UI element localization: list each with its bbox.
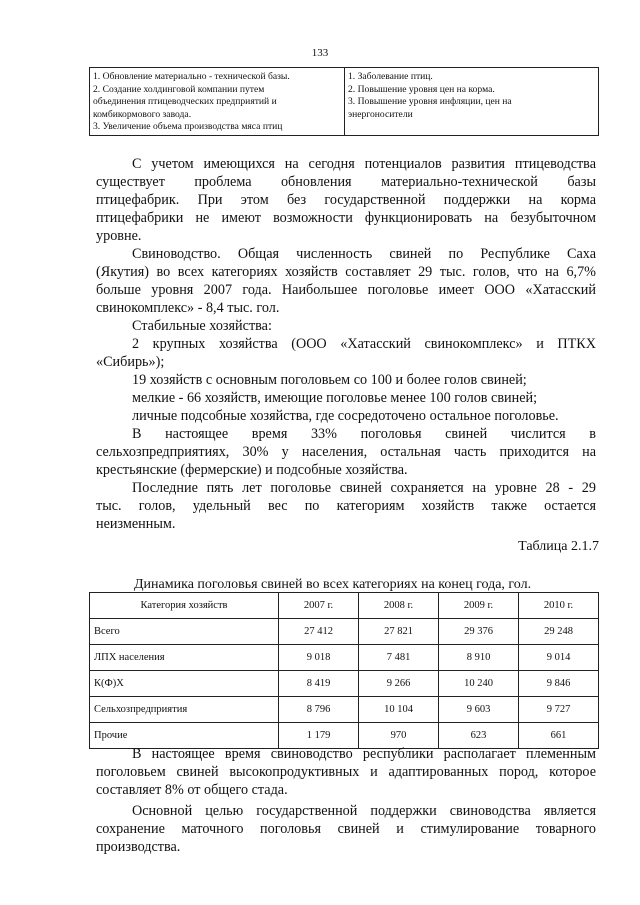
value-cell: 8 910 xyxy=(439,645,519,671)
table-row xyxy=(90,671,599,697)
table-row xyxy=(90,697,599,723)
paragraph-line: (Якутия) во всех категориях хозяйств составляет 29 тыс. голов, что на 6,7% xyxy=(96,264,596,280)
column-header: 2008 г. xyxy=(359,593,439,619)
category-cell: Сельхозпредприятия xyxy=(90,697,279,723)
value-cell: 27 821 xyxy=(359,619,439,645)
paragraph-line: В настоящее время 33% поголовья свиней числится в xyxy=(132,426,596,442)
value-cell: 623 xyxy=(439,723,519,749)
paragraph-line: личные подсобные хозяйства, где сосредоточено остальное поголовье. xyxy=(132,408,559,424)
category-cell: Всего xyxy=(90,619,279,645)
value-cell: 9 018 xyxy=(279,645,359,671)
list-item: комбикормового завода. xyxy=(93,108,192,120)
strengths-cell xyxy=(90,68,345,136)
paragraph-line: уровне. xyxy=(96,228,142,244)
value-cell: 9 727 xyxy=(519,697,599,723)
paragraph-line: «Сибирь»); xyxy=(96,354,165,370)
table-header-row xyxy=(90,593,599,619)
page-number: 133 xyxy=(311,47,329,59)
value-cell: 7 481 xyxy=(359,645,439,671)
value-cell: 27 412 xyxy=(279,619,359,645)
value-cell: 970 xyxy=(359,723,439,749)
closing-text xyxy=(96,745,596,856)
paragraph-line: сохранение маточного поголовья свиней и стимулирование товарного xyxy=(96,821,596,837)
list-item: 1. Обновление материально - технической базы. xyxy=(93,71,290,82)
value-cell: 9 846 xyxy=(519,671,599,697)
paragraph-line: больше уровня 2007 года. Наибольшее поголовье имеет ООО «Хатасский xyxy=(96,282,596,298)
value-cell: 9 603 xyxy=(439,697,519,723)
list-item: 2. Создание холдинговой компании путем xyxy=(93,83,265,95)
table-caption: Динамика поголовья свиней во всех категориях на конец года, гол. xyxy=(134,577,532,592)
column-header: Категория хозяйств xyxy=(90,593,279,619)
pig-population-table xyxy=(89,592,599,749)
threats-cell xyxy=(345,68,599,136)
paragraph-line: крестьянские (фермерские) и подсобные хозяйства. xyxy=(96,462,408,478)
paragraph-line: Стабильные хозяйства: xyxy=(132,318,272,334)
body-text xyxy=(96,155,596,533)
list-item: энергоносители xyxy=(348,108,413,120)
paragraph-line: поголовьем свиней высокопродуктивных и адаптированных пород, которое xyxy=(96,764,596,780)
paragraph-line: С учетом имеющихся на сегодня потенциалов развития птицеводства xyxy=(132,156,596,172)
column-header: 2009 г. xyxy=(439,593,519,619)
paragraph-line: Основной целью государственной поддержки свиноводства является xyxy=(132,803,596,819)
category-cell: К(Ф)Х xyxy=(90,671,279,697)
category-cell: Прочие xyxy=(90,723,279,749)
paragraph-line: мелкие - 66 хозяйств, имеющие поголовье менее 100 голов свиней; xyxy=(132,390,538,406)
paragraph-line: сельхозпредприятиях, 30% у населения, остальная часть приходится на xyxy=(96,444,596,460)
paragraph-line: 19 хозяйств с основным поголовьем со 100 и более голов свиней; xyxy=(132,372,527,388)
paragraph-line: птицефабрик. При этом без государственной поддержки на корма xyxy=(96,192,596,208)
list-item: 2. Повышение уровня цен на корма. xyxy=(348,83,495,95)
paragraph-line: неизменным. xyxy=(96,516,176,532)
table-row xyxy=(90,619,599,645)
value-cell: 10 240 xyxy=(439,671,519,697)
value-cell: 10 104 xyxy=(359,697,439,723)
list-item: 3. Увеличение объема производства мяса птиц xyxy=(93,121,283,133)
value-cell: 29 376 xyxy=(439,619,519,645)
table-row xyxy=(90,645,599,671)
table-number: Таблица 2.1.7 xyxy=(518,539,599,554)
paragraph-line: В настоящее время свиноводство республики располагает племенным xyxy=(132,746,596,762)
value-cell: 661 xyxy=(519,723,599,749)
value-cell: 8 419 xyxy=(279,671,359,697)
value-cell: 8 796 xyxy=(279,697,359,723)
list-item: 1. Заболевание птиц. xyxy=(348,71,433,82)
value-cell: 1 179 xyxy=(279,723,359,749)
paragraph-line: существует проблема обновления материально-технической базы xyxy=(96,174,596,190)
paragraph-line: Последние пять лет поголовье свиней сохраняется на уровне 28 - 29 xyxy=(132,480,596,496)
column-header: 2007 г. xyxy=(279,593,359,619)
paragraph-line: составляет 8% от общего стада. xyxy=(96,782,288,798)
value-cell: 9 266 xyxy=(359,671,439,697)
value-cell: 9 014 xyxy=(519,645,599,671)
category-cell: ЛПХ населения xyxy=(90,645,279,671)
paragraph-line: Свиноводство. Общая численность свиней по Республике Саха xyxy=(132,246,596,262)
paragraph-line: 2 крупных хозяйства (ООО «Хатасский свинокомплекс» и ПТКХ xyxy=(132,336,596,352)
column-header: 2010 г. xyxy=(519,593,599,619)
value-cell: 29 248 xyxy=(519,619,599,645)
paragraph-line: тыс. голов, удельный вес по категориям хозяйств также остается xyxy=(96,498,596,514)
paragraph-line: свинокомплекс» - 8,4 тыс. гол. xyxy=(96,300,280,316)
paragraph-line: птицефабрики не имеют возможности функционировать на безубыточном xyxy=(96,210,596,226)
paragraph-line: производства. xyxy=(96,839,181,855)
strengths-threats-table xyxy=(89,67,599,136)
list-item: объединения птицеводческих предприятий и xyxy=(93,96,277,108)
list-item: 3. Повышение уровня инфляции, цен на xyxy=(348,96,512,108)
